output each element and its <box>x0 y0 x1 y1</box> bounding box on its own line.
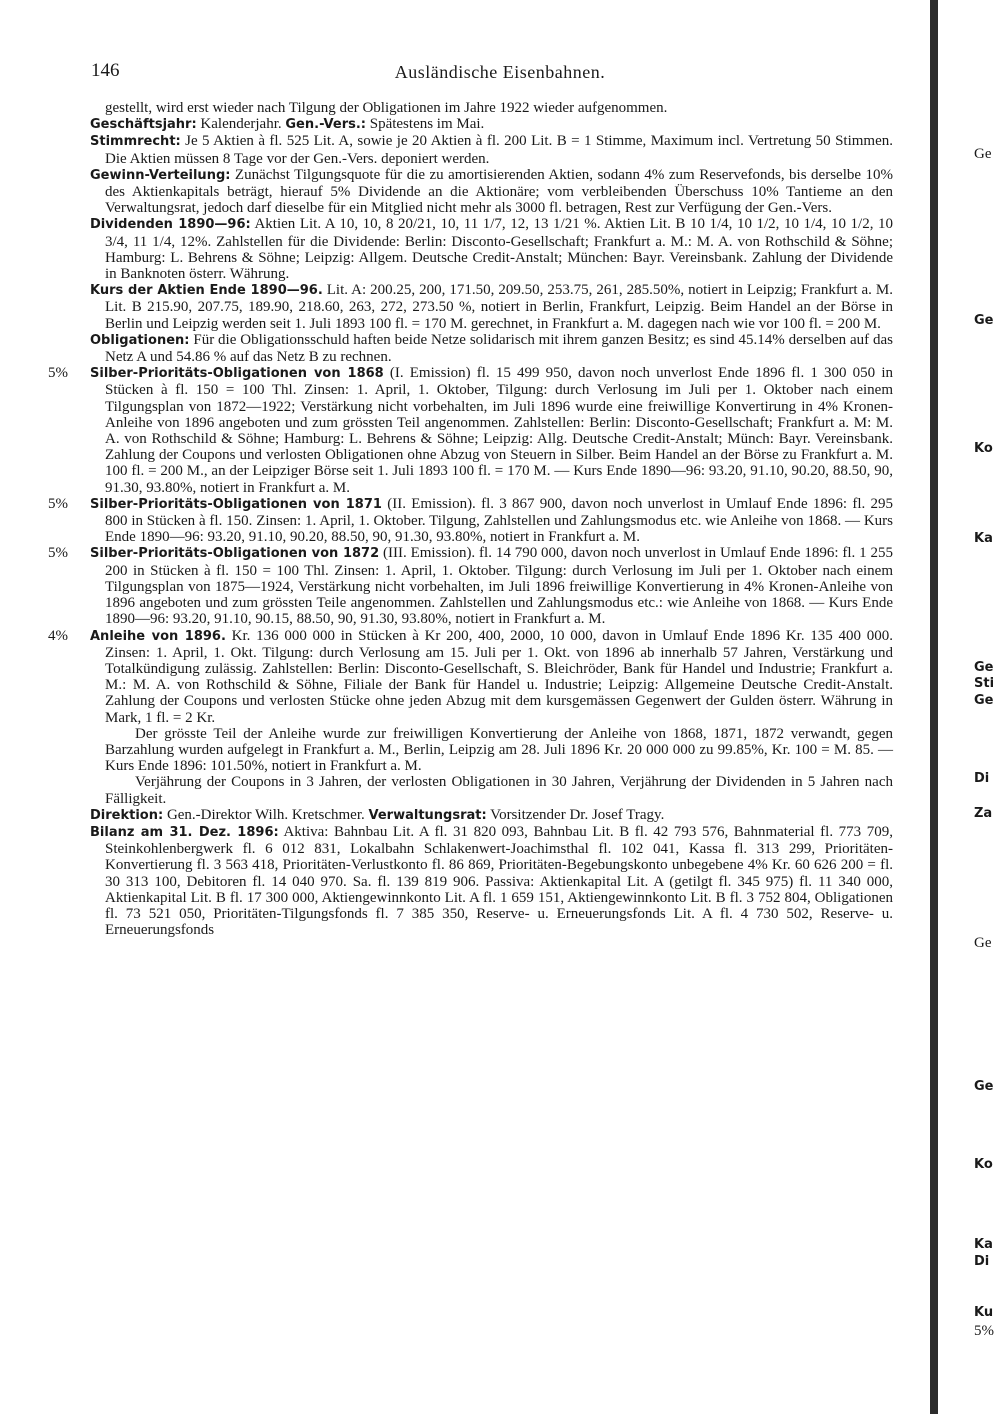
entry-label: Silber-Prioritäts-Obligationen von 1868 <box>90 366 384 382</box>
entry-label: Dividenden 1890—96: <box>90 217 251 233</box>
margin-fragment: Ka <box>974 531 993 546</box>
entry-label: Gen.-Vers.: <box>285 117 366 133</box>
entry-obligation-1871: 5% Silber-Prioritäts-Obligationen von 1871 (II. Emission). fl. 3 867 900, davon noch unverlost in Umlauf Ende 1896: fl. 295 800 in Stücken à fl. 150. Zinsen: 1. April, 1. Oktober. Tilgung, Zahlstellen und Zahlungsmodus etc. wie Anleihe von 1868. — Kurs Ende 1890—96: 93.20, 91.10, 90.20, 88.50, 90, 91.30, 93.80%, notiert in Frankfurt a. M. <box>48 495 894 546</box>
entry-direktion: Direktion: Gen.-Direktor Wilh. Kretschmer. Verwaltungsrat: Vorsitzender Dr. Josef Tragy. <box>90 806 665 823</box>
adjacent-page-margin <box>942 0 1000 1414</box>
entry-label: Obligationen: <box>90 332 190 348</box>
margin-fragment: Sti <box>974 676 995 691</box>
entry-label: Stimmrecht: <box>90 134 181 150</box>
entry-label: Bilanz am 31. Dez. 1896: <box>90 824 279 840</box>
entry-kurs-der-aktien: Kurs der Aktien Ende 1890—96. Lit. A: 200.25, 200, 171.50, 209.50, 253.75, 261, 285.50%, notiert in Leipzig; Frankfurt a. M. Lit. B 215.90, 207.75, 189.90, 218.60, 263, 272, 273.50 %, notiert in Berlin, Frankfurt, Leipzig. Beim Handel an der Börse in Berlin und Leipzig werden seit 1. Juli 1893 100 fl. = 170 M. gerechnet, in Frankfurt a. M. dagegen nach wie vor 100 fl. = 200 M. <box>90 282 893 332</box>
entry-obligation-1868: 5% Silber-Prioritäts-Obligationen von 1868 (I. Emission) fl. 15 499 950, davon noch unverlost Ende 1896 fl. 1 300 050 in Stücken à fl. 150 = 100 Thl. Zinsen: 1. April, 1. Oktober, Tilgung: durch Verlosung im Juli per 1. Oktober nach einem Tilgungsplan von 1872—1922; Verstärkung nicht vorbehalten, im Juli 1896 wurde eine freiwillige Konvertirung in 4% Kronen-Anleihe von 1896 angeboten und zum grössten Teil angenommen. Zahlstellen: Berlin: Disconto-Gesellschaft; Frankfurt a. M: M. A. von Rothschild & Söhne; Hamburg: L. Behrens & Söhne; Leipzig: Allg. Deutsche Credit-Anstalt; Münch: Bayr. Vereinsbank. Zahlung der Coupons und verlosten Obligationen ohne Abzug von Steuern in Silber. Beim Handel an der Börse zu Frankfurt a. M. 100 fl. = 200 M., an der Leipziger Börse seit 1. Juli 1893 100 fl. = 170 M. — Kurs Ende 1890—96: 93.20, 91.10, 90.20, 88.50, 90, 91.30, 93.80%, notiert in Frankfurt a. M. <box>48 365 893 496</box>
margin-fragment: Ge <box>974 146 992 162</box>
entry-label: Geschäftsjahr: <box>90 117 197 133</box>
entry-label: Direktion: <box>90 807 164 823</box>
entry-label: Gewinn-Verteilung: <box>90 167 231 183</box>
entry-label: Silber-Prioritäts-Obligationen von 1872 <box>90 546 380 562</box>
interest-rate: 5% <box>48 495 68 512</box>
entry-label: Verwaltungsrat: <box>368 807 487 823</box>
margin-fragment: Ku <box>974 1305 994 1320</box>
entry-label: Kurs der Aktien Ende 1890—96. <box>90 283 323 299</box>
paragraph-verjaehrung: Verjährung der Coupons in 3 Jahren, der verlosten Obligationen in 30 Jahren, Verjährung der Dividenden in 5 Jahren nach Fälligkeit. <box>105 774 893 807</box>
entry-bilanz: Bilanz am 31. Dez. 1896: Aktiva: Bahnbau Lit. A fl. 31 820 093, Bahnbau Lit. B fl. 42 793 576, Bahnmaterial fl. 773 709, Steinkohlenbergwerk fl. 6 012 831, Lokalbahn Schlakenwert-Joachimsthal fl. 102 041, Kassa fl. 313 299, Prioritäten-Konvertierung fl. 3 563 418, Prioritäten-Verlustkonto fl. 86 869, Prioritäten-Begebungskonto unbegebene 4% Kr. 60 626 200 = fl. 30 313 100, Debitoren fl. 14 040 970. Sa. fl. 139 819 906. Passiva: Aktienkapital Lit. A (getilgt fl. 345 975) fl. 11 340 000, Aktienkapital Lit. B fl. 17 300 000, Aktiengewinnkonto Lit. A fl. 1 659 151, Aktiengewinnkonto Lit. B fl. 3 752 804, Obligationen fl. 73 521 050, Prioritäten-Tilgungsfonds fl. 7 385 350, Reserve- u. Erneuerungsfonds Lit. A fl. 4 730 502, Reserve- u. Erneuerungsfonds <box>90 823 893 939</box>
entry-obligationen: Obligationen: Für die Obligationsschuld haften beide Netze solidarisch mit ihrem ganzen Besitz; es sind 45.14% derselben auf das Netz A und 54.86 % auf das Netz B zu rechnen. <box>90 331 893 366</box>
margin-fragment: Ge <box>974 660 994 675</box>
margin-fragment: Ge <box>974 1079 994 1094</box>
interest-rate: 5% <box>48 365 68 382</box>
margin-fragment: Ka <box>974 1237 993 1252</box>
margin-fragment: Ge <box>974 693 994 708</box>
margin-fragment: Ko <box>974 441 993 456</box>
margin-fragment: Ge <box>974 935 992 951</box>
entry-dividenden: Dividenden 1890—96: Aktien Lit. A 10, 10, 8 20/21, 10, 11 1/7, 12, 13 1/21 %. Aktien Lit. B 10 1/4, 10 1/2, 10 1/4, 10 1/2, 10 3/4, 11 1/4, 12%. Zahlstellen für die Dividende: Berlin: Disconto-Gesellschaft; Frankfurt a. M.: M. A. von Rothschild & Söhne; Hamburg: L. Behrens & Söhne; Leipzig: Allgem. Deutsche Credit-Anstalt; München: Bayr. Vereinsbank. Zahlung der Dividende in Banknoten österr. Währung. <box>90 216 893 283</box>
interest-rate: 4% <box>48 627 68 644</box>
entry-gewinn-verteilung: Gewinn-Verteilung: Zunächst Tilgungsquote für die zu amortisierenden Aktien, sodann 4% zum Reservefonds, bis derselbe 10% des Aktienkapitals beträgt, hierauf 5% Dividende an die Aktionäre; vom verbleibenden Überschuss 10% Tantieme an den Verwaltungsrat, jedoch darf dieselbe für ein Mitglied nicht mehr als 3000 fl. betragen, Rest zur Verfügung der Gen.-Vers. <box>90 166 893 217</box>
margin-fragment: Za <box>974 806 993 821</box>
margin-fragment: Ko <box>974 1157 993 1172</box>
entry-label: Anleihe von 1896. <box>90 628 226 644</box>
paragraph-continuation: gestellt, wird erst wieder nach Tilgung der Obligationen im Jahre 1922 wieder aufgenommen. <box>105 100 668 116</box>
margin-fragment: Di <box>974 1254 990 1269</box>
entry-obligation-1872: 5% Silber-Prioritäts-Obligationen von 1872 (III. Emission). fl. 14 790 000, davon noch unverlost in Umlauf Ende 1896: fl. 1 255 200 in Stücken à fl. 150 = 100 Thl. Zinsen: 1. April, 1. Oktober. Tilgung: durch Verlosung im Juli per 1. Oktober nach einem Tilgungsplan von 1875—1924, Verstärkung nicht vorbehalten, im Juli 1896 freiwillige Konvertierung in 4% Kronen-Anleihe von 1896 angeboten und zum grössten Teile angenommen. Zahlstellen und Zahlungsmodus etc.: wie Anleihe von 1868. — Kurs Ende 1890—96: 93.20, 91.10, 90.15, 88.50, 90, 91.30, 93.80%, notiert in Frankfurt a. M. <box>48 545 893 628</box>
entry-geschaeftsjahr: Geschäftsjahr: Kalenderjahr. Gen.-Vers.: Spätestens im Mai. <box>90 116 485 133</box>
margin-fragment: 5% <box>974 1323 994 1339</box>
entry-stimmrecht: Stimmrecht: Je 5 Aktien à fl. 525 Lit. A, sowie je 20 Aktien à fl. 200 Lit. B = 1 Stimme, Maximum incl. Vertretung 50 Stimmen. Die Aktien müssen 8 Tage vor der Gen.-Vers. deponiert werden. <box>90 133 893 167</box>
page-number: 146 <box>91 60 120 81</box>
entry-anleihe-1896: 4% Anleihe von 1896. Kr. 136 000 000 in Stücken à Kr 200, 400, 2000, 10 000, davon in Umlauf Ende 1896 Kr. 135 400 000. Zinsen: 1. April, 1. Okt. Tilgung: durch Verlosung am 15. Juli per 1. Okt. von 1896 ab innerhalb 57 Jahren, Verstärkung und Totalkündigung zulässig. Zahlstellen: Berlin: Disconto-Gesellschaft, S. Bleichröder, Bank für Handel und Industrie; Frankfurt a. M.: M. A. von Rothschild & Söhne, Filiale der Bank für Handel u. Industrie; Leipzig: Allgemeine Deutsche Credit-Anstalt. Zahlung der Coupons und verlosten Stücke ohne jeden Abzug mit dem kursgemässen Gegenwert der Gulden österr. Währung in Mark, 1 fl. = 2 Kr. <box>48 627 893 726</box>
interest-rate: 5% <box>48 545 68 562</box>
margin-fragment: Ge <box>974 313 994 328</box>
page-text <box>48 100 894 939</box>
paragraph-konvertierung: Der grösste Teil der Anleihe wurde zur freiwilligen Konvertierung der Anleihe von 1868, 1871, 1872 verwandt, gegen Barzahlung wurden aufgelegt in Frankfurt a. M., Berlin, Leipzig am 28. Juli 1896 Kr. 20 000 000 zu 99.85%, Kr. 100 = M. 85. — Kurs Ende 1896: 101.50%, notiert in Frankfurt a. M. <box>105 725 893 775</box>
page-gutter-shadow <box>930 0 938 1414</box>
entry-label: Silber-Prioritäts-Obligationen von 1871 <box>90 496 382 512</box>
running-head: Ausländische Eisenbahnen. <box>394 62 606 82</box>
margin-fragment: Di <box>974 771 990 786</box>
